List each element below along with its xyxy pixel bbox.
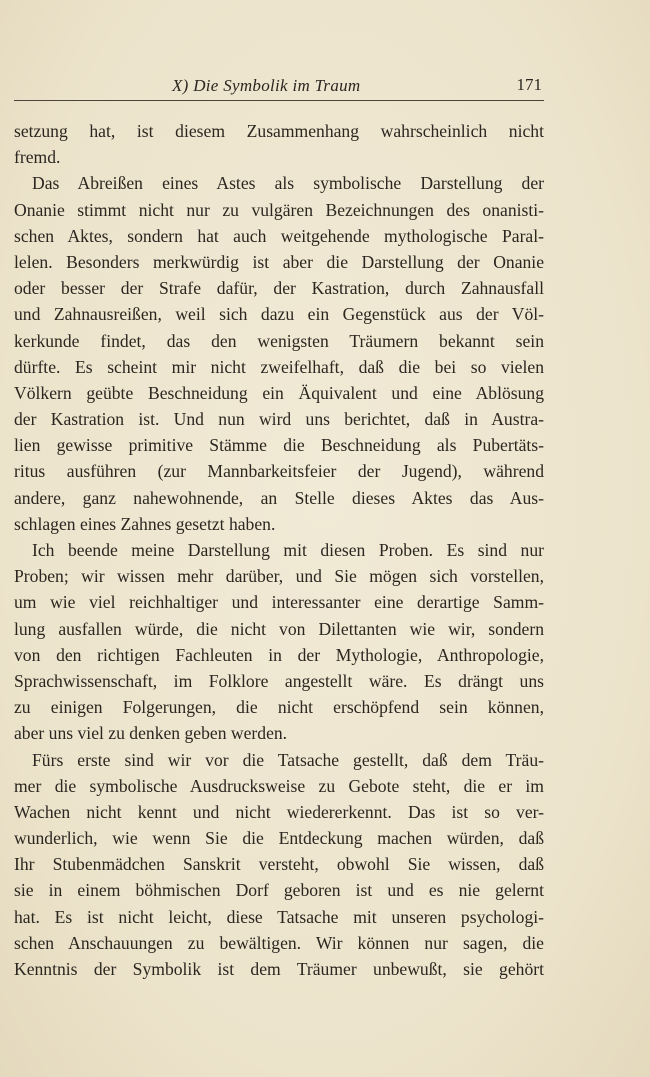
text-line: Proben; wir wissen mehr darüber, und Sie mögen sich vorstellen,: [14, 566, 544, 587]
running-title: X) Die Symbolik im Traum: [172, 76, 361, 95]
text-line: mer die symbolische Ausdrucksweise zu Gebote steht, die er im: [14, 775, 544, 796]
text-line: schen Aktes, sondern hat auch weitgehende mythologische Paral-: [14, 225, 544, 246]
text-line: kerkunde findet, das den wenigsten Träumern bekannt sein: [14, 330, 544, 351]
paragraph-4: [14, 747, 544, 983]
body-text: [14, 118, 544, 982]
paragraph-3: [14, 537, 544, 747]
text-line: fremd.: [14, 147, 61, 168]
text-line: der Kastration ist. Und nun wird uns berichtet, daß in Austra-: [14, 409, 544, 430]
text-line: setzung hat, ist diesem Zusammenhang wahrscheinlich nicht: [14, 121, 544, 141]
text-line: dürfte. Es scheint mir nicht zweifelhaft, daß die bei so vielen: [14, 356, 544, 377]
text-line: Ihr Stubenmädchen Sanskrit versteht, obwohl Sie wissen, daß: [14, 854, 544, 875]
text-line: Onanie stimmt nicht nur zu vulgären Bezeichnungen des onanisti-: [14, 199, 544, 220]
text-line: andere, ganz nahewohnende, an Stelle dieses Aktes das Aus-: [14, 487, 544, 508]
running-header: [14, 72, 544, 101]
text-line: und Zahnausreißen, weil sich dazu ein Gegenstück aus der Völ-: [14, 304, 544, 325]
text-line: oder besser der Strafe dafür, der Kastration, durch Zahnausfall: [14, 278, 544, 299]
text-line: Ich beende meine Darstellung mit diesen Proben. Es sind nur: [32, 540, 544, 560]
text-line: sie in einem böhmischen Dorf geboren ist und es nie gelernt: [14, 880, 544, 901]
text-line: Fürs erste sind wir vor die Tatsache gestellt, daß dem Träu-: [32, 749, 544, 770]
text-line: um wie viel reichhaltiger und interessanter eine derartige Samm-: [14, 592, 544, 613]
page-number: 171: [516, 75, 542, 94]
text-line: Völkern geübte Beschneidung ein Äquivalent und eine Ablösung: [14, 382, 544, 403]
paragraph-2: [14, 170, 544, 537]
text-line: wunderlich, wie wenn Sie die Entdeckung machen würden, daß: [14, 828, 544, 849]
text-line: lung ausfallen würde, die nicht von Dilettanten wie wir, sondern: [14, 618, 544, 639]
text-line: hat. Es ist nicht leicht, diese Tatsache mit unseren psychologi-: [14, 906, 544, 927]
paragraph-1: [14, 118, 544, 170]
text-line: von den richtigen Fachleuten in der Mythologie, Anthropologie,: [14, 644, 544, 665]
text-line: zu einigen Folgerungen, die nicht erschöpfend sein können,: [14, 697, 544, 718]
text-line: Wachen nicht kennt und nicht wiedererkennt. Das ist so ver-: [14, 801, 544, 822]
text-line: lelen. Besonders merkwürdig ist aber die Darstellung der Onanie: [14, 251, 544, 272]
text-line: Das Abreißen eines Astes als symbolische Darstellung der: [32, 173, 544, 194]
text-line: lien gewisse primitive Stämme die Beschneidung als Pubertäts-: [14, 435, 544, 456]
text-line: ritus ausführen (zur Mannbarkeitsfeier der Jugend), während: [14, 461, 544, 482]
text-line: Sprachwissenschaft, im Folklore angestellt wäre. Es drängt uns: [14, 670, 544, 691]
text-line: schen Anschauungen zu bewältigen. Wir können nur sagen, die: [14, 932, 544, 953]
text-line: aber uns viel zu denken geben werden.: [14, 723, 288, 744]
text-line: schlagen eines Zahnes gesetzt haben.: [14, 513, 276, 534]
text-line: Kenntnis der Symbolik ist dem Träumer unbewußt, sie gehört: [14, 959, 544, 979]
